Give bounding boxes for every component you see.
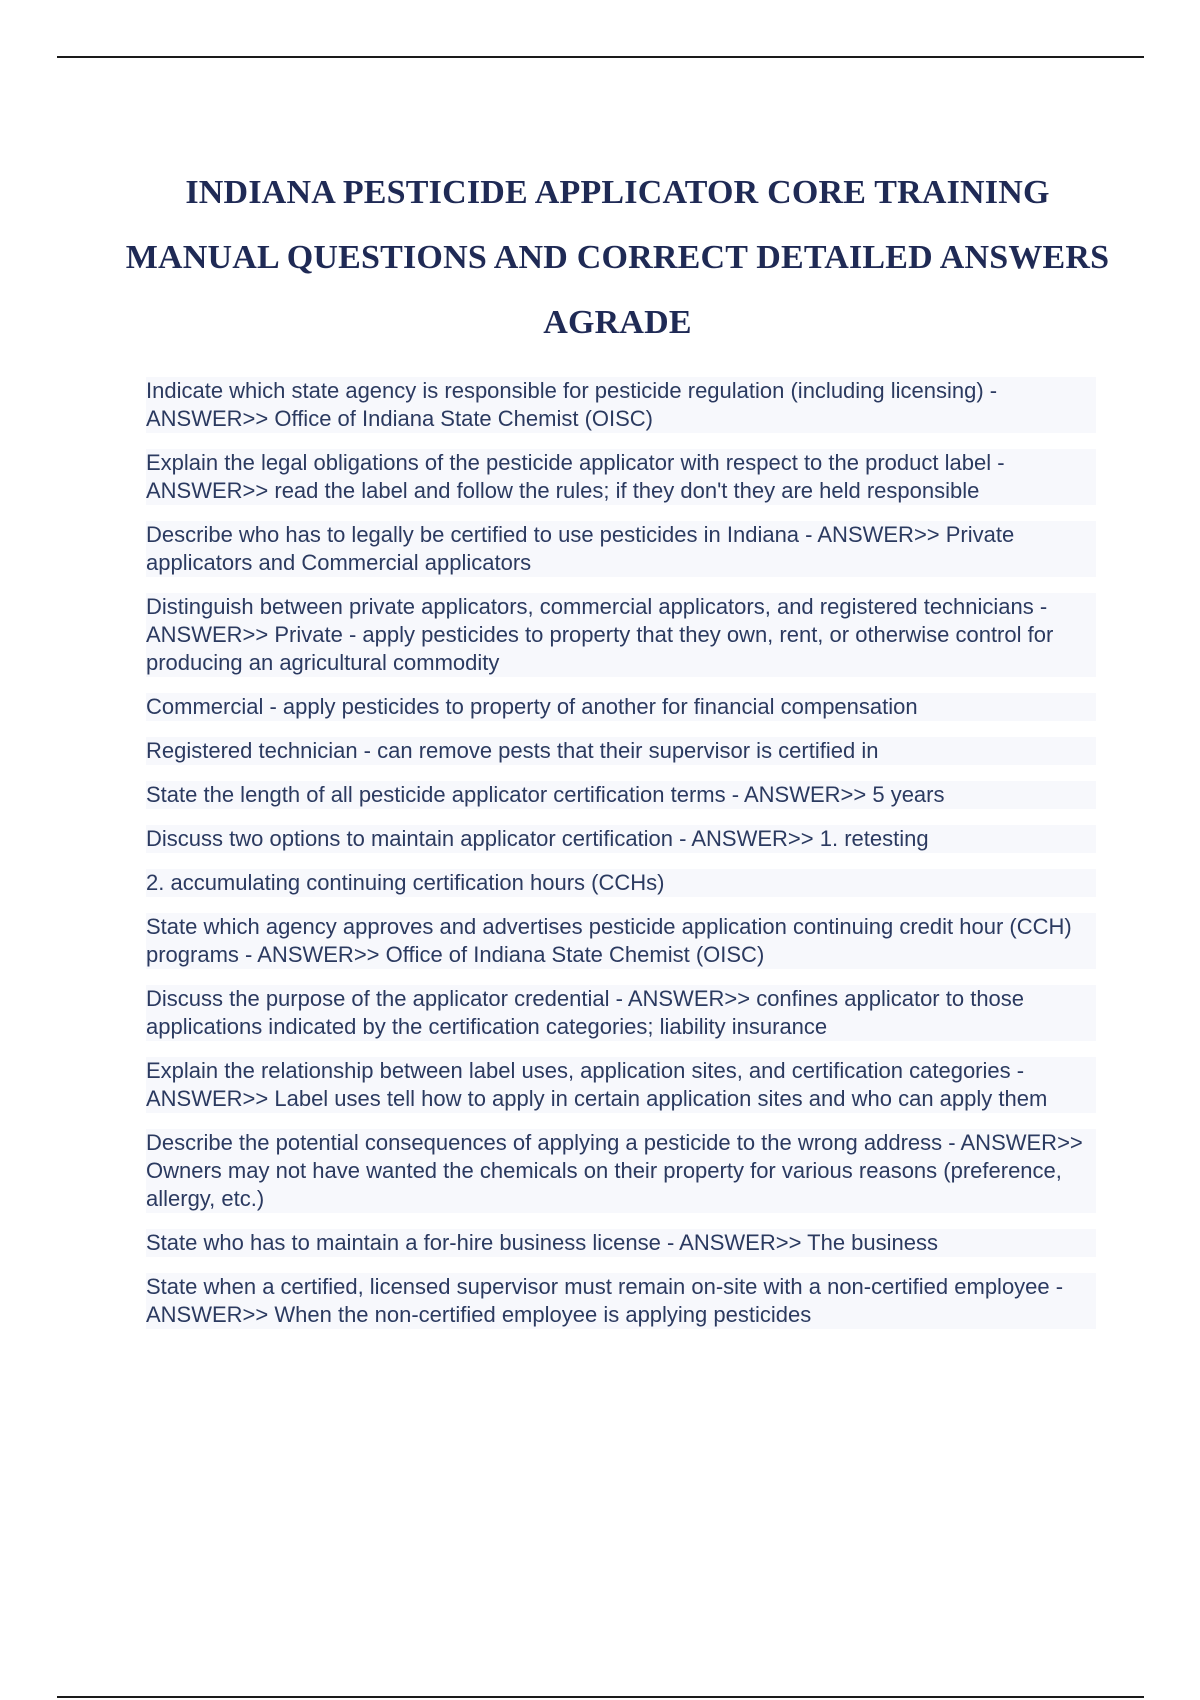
qa-entry: Explain the legal obligations of the pesticide applicator with respect to the product label - ANSWER>> read the label and follow the rules; if they don't they are held responsible <box>146 449 1096 505</box>
qa-entry: State who has to maintain a for-hire business license - ANSWER>> The business <box>146 1229 1096 1257</box>
qa-entry: Describe the potential consequences of applying a pesticide to the wrong address - ANSWER>> Owners may not have wanted the chemicals on their property for various reasons (preference, allergy, etc.) <box>146 1129 1096 1213</box>
qa-entry: 2. accumulating continuing certification hours (CCHs) <box>146 869 1096 897</box>
bottom-rule <box>57 1696 1144 1698</box>
qa-entry: State when a certified, licensed supervisor must remain on-site with a non-certified employee - ANSWER>> When the non-certified employee is applying pesticides <box>146 1273 1096 1329</box>
qa-entry: Discuss two options to maintain applicator certification - ANSWER>> 1. retesting <box>146 825 1096 853</box>
qa-entry: Describe who has to legally be certified to use pesticides in Indiana - ANSWER>> Private applicators and Commercial applicators <box>146 521 1096 577</box>
qa-entry: Registered technician - can remove pests that their supervisor is certified in <box>146 737 1096 765</box>
qa-entry: State which agency approves and advertises pesticide application continuing credit hour (CCH) programs - ANSWER>> Office of Indiana State Chemist (OISC) <box>146 913 1096 969</box>
document-title: INDIANA PESTICIDE APPLICATOR CORE TRAINING MANUAL QUESTIONS AND CORRECT DETAILED ANSWERS AGRADE <box>125 174 1110 341</box>
qa-entry: Commercial - apply pesticides to property of another for financial compensation <box>146 693 1096 721</box>
qa-list <box>146 377 1096 1345</box>
qa-entry: Indicate which state agency is responsible for pesticide regulation (including licensing) - ANSWER>> Office of Indiana State Chemist (OISC) <box>146 377 1096 433</box>
qa-entry: Discuss the purpose of the applicator credential - ANSWER>> confines applicator to those applications indicated by the certification categories; liability insurance <box>146 985 1096 1041</box>
qa-entry: Explain the relationship between label uses, application sites, and certification categories - ANSWER>> Label uses tell how to apply in certain application sites and who can apply them <box>146 1057 1096 1113</box>
qa-entry: State the length of all pesticide applicator certification terms - ANSWER>> 5 years <box>146 781 1096 809</box>
top-rule <box>57 56 1144 58</box>
qa-entry: Distinguish between private applicators, commercial applicators, and registered technicians - ANSWER>> Private - apply pesticides to property that they own, rent, or otherwise control for producing an agricultural commodity <box>146 593 1096 677</box>
